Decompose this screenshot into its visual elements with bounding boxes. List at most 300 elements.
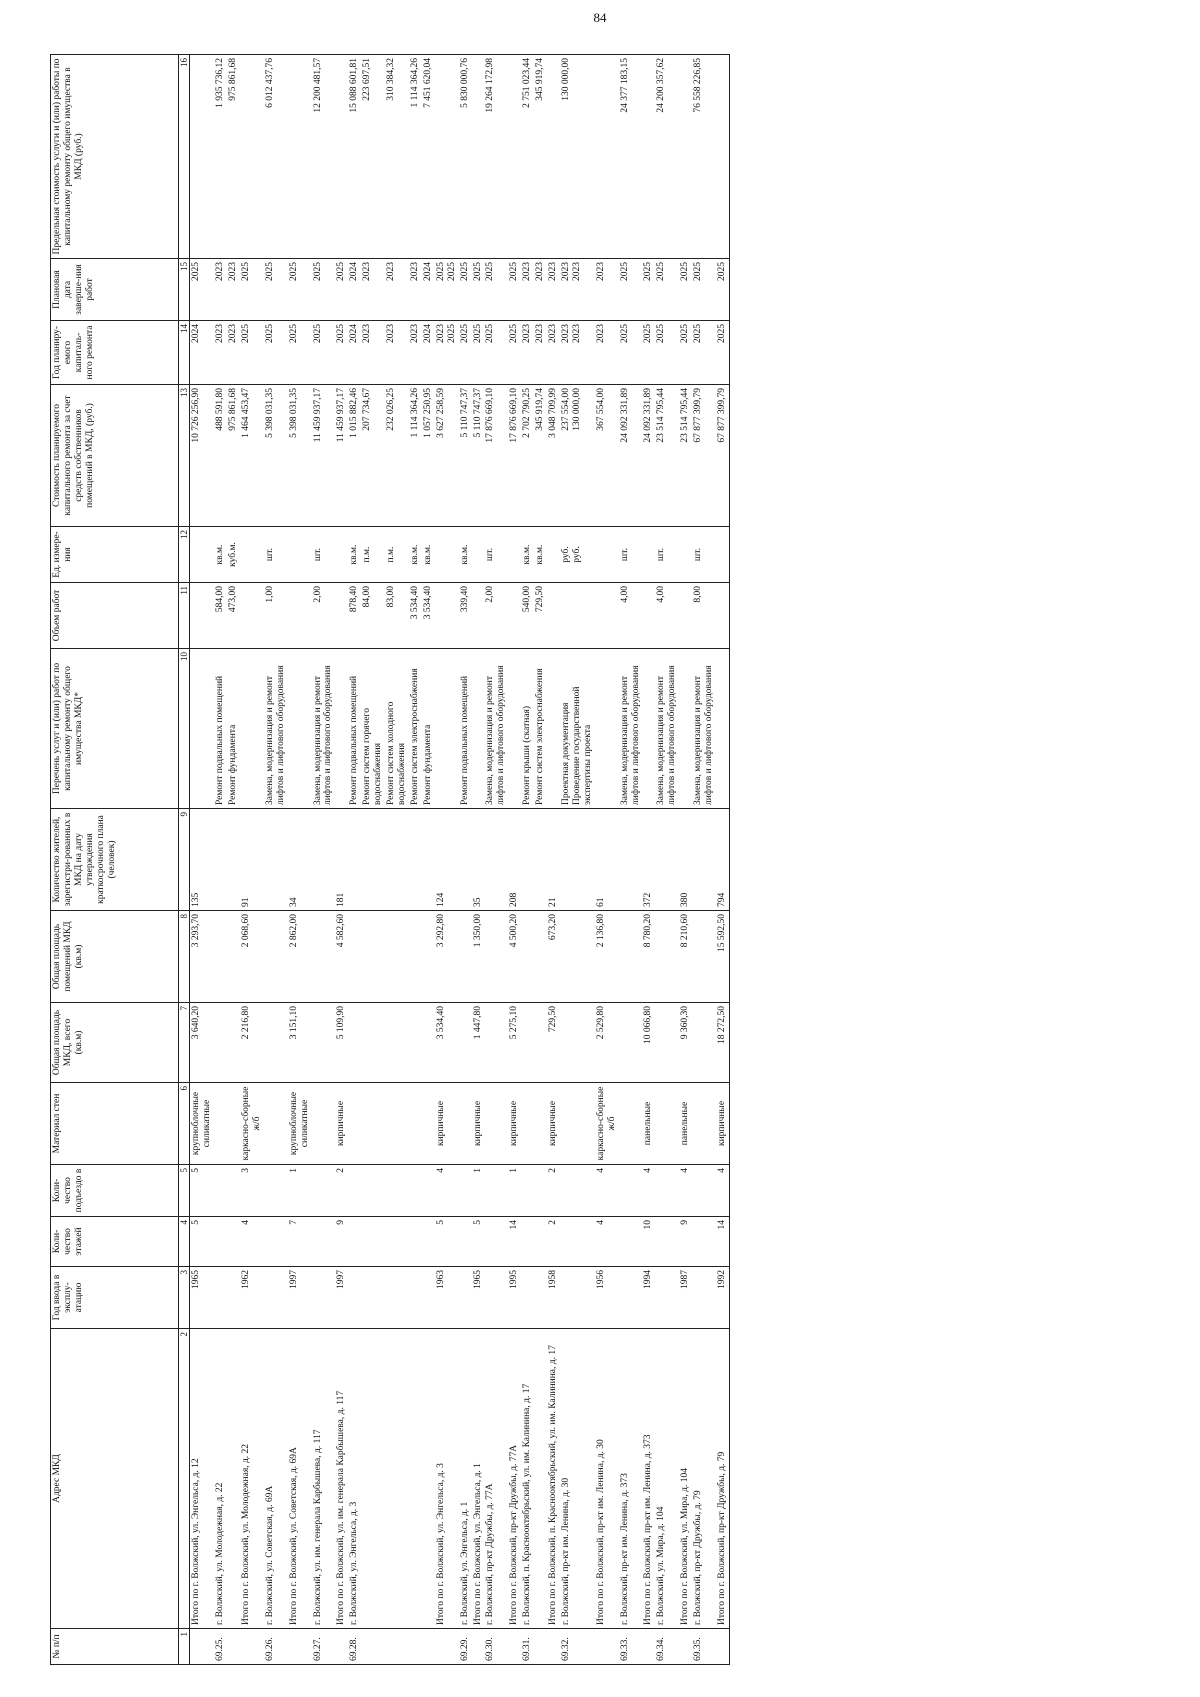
- limit-cost-cell: 2 751 023,44: [521, 55, 534, 259]
- residents-cell: [459, 809, 472, 911]
- year-cell: [534, 1267, 547, 1329]
- end-date-cell: 2023: [534, 259, 547, 321]
- total-area-cell: [560, 1003, 595, 1083]
- limit-cost-cell: [547, 55, 560, 259]
- work-list-cell: Ремонт систем холодного водоснабжения: [385, 649, 409, 809]
- table-row: [348, 55, 361, 1665]
- entrances-cell: 3: [240, 1165, 264, 1217]
- unit-cell: [472, 527, 485, 583]
- year-cell: 1965: [190, 1267, 214, 1329]
- entrances-cell: [534, 1165, 547, 1217]
- floors-cell: [422, 1217, 435, 1267]
- address-cell: Итого по г. Волжский, ул. Энгельса, д. 12: [190, 1329, 214, 1629]
- end-date-cell: 2025: [312, 259, 336, 321]
- entrances-cell: 4: [435, 1165, 459, 1217]
- volume-cell: [547, 583, 560, 649]
- column-header: Стоимость планируемого капитального ремонта за счет средств собственников помещений в МКД, (руб.): [51, 385, 179, 527]
- limit-cost-cell: 24 200 357,62: [655, 55, 679, 259]
- cost-cell: 232 026,25: [385, 385, 409, 527]
- floors-cell: [385, 1217, 409, 1267]
- cost-cell: 1 464 453,47: [240, 385, 264, 527]
- end-date-cell: 2025: [655, 259, 679, 321]
- wall-material-cell: кирпичные: [472, 1083, 485, 1165]
- entrances-cell: [409, 1165, 422, 1217]
- premises-area-cell: 8 780,20: [642, 911, 655, 1003]
- entrances-cell: [264, 1165, 288, 1217]
- row-number: 69.32.: [560, 1629, 595, 1665]
- address-cell: Итого по г. Волжский, ул. Молодежная, д. 22: [240, 1329, 264, 1629]
- entrances-cell: [619, 1165, 643, 1217]
- end-date-cell: 2025: [508, 259, 521, 321]
- volume-cell: 3 534,40: [422, 583, 435, 649]
- floors-cell: 5: [190, 1217, 214, 1267]
- total-area-cell: [619, 1003, 643, 1083]
- cost-cell: 975 861,68: [227, 385, 240, 527]
- premises-area-cell: 3 292,80: [435, 911, 459, 1003]
- work-list-cell: [335, 649, 348, 809]
- unit-cell: п.м.: [361, 527, 385, 583]
- address-cell: Итого по г. Волжский, пр-кт им. Ленина, д. 373: [642, 1329, 655, 1629]
- work-list-cell: Замена, модернизация и ремонт лифтов и лифтового оборудования: [484, 649, 508, 809]
- row-number: [361, 1629, 385, 1665]
- planned-year-cell: 2025: [619, 321, 643, 385]
- limit-cost-cell: 310 384,32: [385, 55, 409, 259]
- volume-cell: [679, 583, 692, 649]
- end-date-cell: 2025 2025: [435, 259, 459, 321]
- cost-cell: 488 591,80: [214, 385, 227, 527]
- total-area-cell: [521, 1003, 534, 1083]
- unit-cell: шт.: [312, 527, 336, 583]
- volume-cell: 878,40: [348, 583, 361, 649]
- total-area-cell: [227, 1003, 240, 1083]
- cost-cell: 24 092 331,89: [642, 385, 655, 527]
- wall-material-cell: кирпичные: [335, 1083, 348, 1165]
- year-cell: [619, 1267, 643, 1329]
- row-number: 69.25.: [214, 1629, 227, 1665]
- planned-year-cell: 2023 2023: [560, 321, 595, 385]
- limit-cost-cell: [472, 55, 485, 259]
- table-row: [508, 55, 521, 1665]
- planned-year-cell: 2023: [595, 321, 619, 385]
- residents-cell: 124: [435, 809, 459, 911]
- premises-area-cell: [534, 911, 547, 1003]
- end-date-cell: 2024: [348, 259, 361, 321]
- residents-cell: [422, 809, 435, 911]
- year-cell: 1987: [679, 1267, 692, 1329]
- residents-cell: 35: [472, 809, 485, 911]
- total-area-cell: [214, 1003, 227, 1083]
- row-number: 69.28.: [348, 1629, 361, 1665]
- year-cell: 1956: [595, 1267, 619, 1329]
- column-header: Ед. измере-ния: [51, 527, 179, 583]
- planned-year-cell: 2023: [534, 321, 547, 385]
- column-number-row: [179, 55, 190, 1665]
- table-body: [190, 55, 730, 1665]
- planned-year-cell: 2024: [190, 321, 214, 385]
- column-number: 4: [179, 1217, 190, 1267]
- row-number: [240, 1629, 264, 1665]
- floors-cell: [521, 1217, 534, 1267]
- wall-material-cell: [409, 1083, 422, 1165]
- residents-cell: [560, 809, 595, 911]
- premises-area-cell: [312, 911, 336, 1003]
- volume-cell: 1,00: [264, 583, 288, 649]
- year-cell: [692, 1267, 716, 1329]
- total-area-cell: 2 216,80: [240, 1003, 264, 1083]
- column-header: Объем работ: [51, 583, 179, 649]
- unit-cell: п.м.: [385, 527, 409, 583]
- end-date-cell: 2023: [521, 259, 534, 321]
- year-cell: [521, 1267, 534, 1329]
- column-header: Год планиру-емого капиталь-ного ремонта: [51, 321, 179, 385]
- table-row: [472, 55, 485, 1665]
- cost-cell: 5 398 031,35: [264, 385, 288, 527]
- floors-cell: 9: [679, 1217, 692, 1267]
- wall-material-cell: кирпичные: [435, 1083, 459, 1165]
- floors-cell: [227, 1217, 240, 1267]
- table-row: [642, 55, 655, 1665]
- table-row: [409, 55, 422, 1665]
- column-header: Плановая дата заверше-ния работ: [51, 259, 179, 321]
- total-area-cell: [459, 1003, 472, 1083]
- table-row: [655, 55, 679, 1665]
- wall-material-cell: [227, 1083, 240, 1165]
- column-header: Адрес МКД: [51, 1329, 179, 1629]
- floors-cell: 4: [240, 1217, 264, 1267]
- planned-year-cell: 2025: [288, 321, 312, 385]
- year-cell: [459, 1267, 472, 1329]
- table-row: [679, 55, 692, 1665]
- end-date-cell: 2023: [385, 259, 409, 321]
- premises-area-cell: 4 582,60: [335, 911, 348, 1003]
- volume-cell: 4,00: [619, 583, 643, 649]
- total-area-cell: 10 066,80: [642, 1003, 655, 1083]
- unit-cell: шт.: [655, 527, 679, 583]
- end-date-cell: 2023: [595, 259, 619, 321]
- limit-cost-cell: 15 088 601,81: [348, 55, 361, 259]
- planned-year-cell: 2025: [312, 321, 336, 385]
- address-cell: Итого по г. Волжский, пр-кт Дружбы, д. 77А: [508, 1329, 521, 1629]
- floors-cell: 14: [716, 1217, 729, 1267]
- work-list-cell: [679, 649, 692, 809]
- planned-year-cell: 2025: [655, 321, 679, 385]
- unit-cell: кв.м.: [521, 527, 534, 583]
- wall-material-cell: [534, 1083, 547, 1165]
- work-list-cell: Замена, модернизация и ремонт лифтов и лифтового оборудования: [264, 649, 288, 809]
- entrances-cell: 5: [190, 1165, 214, 1217]
- wall-material-cell: крупноблочные силикатные: [288, 1083, 312, 1165]
- unit-cell: [642, 527, 655, 583]
- work-list-cell: Замена, модернизация и ремонт лифтов и лифтового оборудования: [655, 649, 679, 809]
- table-row: [214, 55, 227, 1665]
- year-cell: [409, 1267, 422, 1329]
- row-number: [335, 1629, 348, 1665]
- floors-cell: [214, 1217, 227, 1267]
- planned-year-cell: 2023: [547, 321, 560, 385]
- wall-material-cell: панельные: [642, 1083, 655, 1165]
- column-number: 2: [179, 1329, 190, 1629]
- address-cell: Итого по г. Волжский, пр-кт Дружбы, д. 79: [716, 1329, 729, 1629]
- residents-cell: 372: [642, 809, 655, 911]
- premises-area-cell: [264, 911, 288, 1003]
- limit-cost-cell: 5 830 000,76: [459, 55, 472, 259]
- row-number: 69.27.: [312, 1629, 336, 1665]
- table-row: [534, 55, 547, 1665]
- column-header: Коли-чество подъездо в: [51, 1165, 179, 1217]
- premises-area-cell: [619, 911, 643, 1003]
- row-number: 69.29.: [459, 1629, 472, 1665]
- wall-material-cell: [692, 1083, 716, 1165]
- planned-year-cell: 2024: [348, 321, 361, 385]
- year-cell: [655, 1267, 679, 1329]
- end-date-cell: 2025: [288, 259, 312, 321]
- premises-area-cell: 2 862,00: [288, 911, 312, 1003]
- entrances-cell: [692, 1165, 716, 1217]
- end-date-cell: 2023: [214, 259, 227, 321]
- column-number: 3: [179, 1267, 190, 1329]
- floors-cell: [655, 1217, 679, 1267]
- residents-cell: 135: [190, 809, 214, 911]
- unit-cell: шт.: [484, 527, 508, 583]
- total-area-cell: [312, 1003, 336, 1083]
- unit-cell: [435, 527, 459, 583]
- row-number: 69.35.: [692, 1629, 716, 1665]
- row-number: [422, 1629, 435, 1665]
- planned-year-cell: 2023 2025: [435, 321, 459, 385]
- unit-cell: шт.: [692, 527, 716, 583]
- unit-cell: кв.м.: [422, 527, 435, 583]
- column-number: 7: [179, 1003, 190, 1083]
- planned-year-cell: 2025: [484, 321, 508, 385]
- column-number: 11: [179, 583, 190, 649]
- address-cell: г. Волжский, ул. им. генерала Карбышева, д. 117: [312, 1329, 336, 1629]
- row-number: [508, 1629, 521, 1665]
- address-cell: г. Волжский, ул. Энгельса, д. 3: [348, 1329, 361, 1629]
- premises-area-cell: [361, 911, 385, 1003]
- year-cell: [560, 1267, 595, 1329]
- planned-year-cell: 2023: [361, 321, 385, 385]
- unit-cell: [240, 527, 264, 583]
- unit-cell: руб. руб.: [560, 527, 595, 583]
- table-row: [484, 55, 508, 1665]
- floors-cell: [560, 1217, 595, 1267]
- address-cell: г. Волжский, пр-кт им. Ленина, д. 373: [619, 1329, 643, 1629]
- limit-cost-cell: [240, 55, 264, 259]
- total-area-cell: 5 275,10: [508, 1003, 521, 1083]
- entrances-cell: 4: [716, 1165, 729, 1217]
- residents-cell: 21: [547, 809, 560, 911]
- end-date-cell: 2025: [619, 259, 643, 321]
- wall-material-cell: [655, 1083, 679, 1165]
- table-row: [595, 55, 619, 1665]
- year-cell: [227, 1267, 240, 1329]
- table-row: [312, 55, 336, 1665]
- total-area-cell: [361, 1003, 385, 1083]
- table-row: [288, 55, 312, 1665]
- residents-cell: 208: [508, 809, 521, 911]
- work-list-cell: [642, 649, 655, 809]
- address-cell: [385, 1329, 409, 1629]
- work-list-cell: Ремонт подвальных помещений: [459, 649, 472, 809]
- premises-area-cell: 4 500,20: [508, 911, 521, 1003]
- volume-cell: [560, 583, 595, 649]
- planned-year-cell: 2025: [472, 321, 485, 385]
- entrances-cell: 4: [679, 1165, 692, 1217]
- row-number: [472, 1629, 485, 1665]
- residents-cell: [655, 809, 679, 911]
- address-cell: Итого по г. Волжский, п. Краснооктябрьский, ул. им. Калинина, д. 17: [547, 1329, 560, 1629]
- column-header: Материал стен: [51, 1083, 179, 1165]
- residents-cell: [264, 809, 288, 911]
- premises-area-cell: [227, 911, 240, 1003]
- table-row: [716, 55, 729, 1665]
- end-date-cell: 2025: [335, 259, 348, 321]
- limit-cost-cell: [190, 55, 214, 259]
- total-area-cell: [692, 1003, 716, 1083]
- residents-cell: [692, 809, 716, 911]
- unit-cell: [595, 527, 619, 583]
- entrances-cell: [312, 1165, 336, 1217]
- year-cell: 1965: [472, 1267, 485, 1329]
- volume-cell: [642, 583, 655, 649]
- wall-material-cell: кирпичные: [716, 1083, 729, 1165]
- table-header: [51, 55, 190, 1665]
- unit-cell: [335, 527, 348, 583]
- total-area-cell: [484, 1003, 508, 1083]
- work-list-cell: [595, 649, 619, 809]
- volume-cell: 8,00: [692, 583, 716, 649]
- unit-cell: кв.м.: [214, 527, 227, 583]
- work-list-cell: Проектная документация Проведение государственной экспертизы проекта: [560, 649, 595, 809]
- residents-cell: [214, 809, 227, 911]
- cost-cell: 237 554,00 130 000,00: [560, 385, 595, 527]
- floors-cell: 5: [435, 1217, 459, 1267]
- residents-cell: [534, 809, 547, 911]
- address-cell: Итого по г. Волжский, ул. Мира, д. 104: [679, 1329, 692, 1629]
- planned-year-cell: 2025: [508, 321, 521, 385]
- entrances-cell: 4: [642, 1165, 655, 1217]
- year-cell: [422, 1267, 435, 1329]
- year-cell: 1992: [716, 1267, 729, 1329]
- work-list-cell: [190, 649, 214, 809]
- premises-area-cell: [484, 911, 508, 1003]
- column-header: № п/п: [51, 1629, 179, 1665]
- planned-year-cell: 2025: [459, 321, 472, 385]
- row-number: [227, 1629, 240, 1665]
- entrances-cell: [484, 1165, 508, 1217]
- address-cell: г. Волжский, ул. Советская, д. 69А: [264, 1329, 288, 1629]
- cost-cell: 2 702 790,25: [521, 385, 534, 527]
- limit-cost-cell: 345 919,74: [534, 55, 547, 259]
- cost-cell: 67 877 399,79: [716, 385, 729, 527]
- entrances-cell: [521, 1165, 534, 1217]
- total-area-cell: 3 534,40: [435, 1003, 459, 1083]
- cost-cell: 207 734,67: [361, 385, 385, 527]
- wall-material-cell: [312, 1083, 336, 1165]
- column-number: 14: [179, 321, 190, 385]
- row-number: [642, 1629, 655, 1665]
- entrances-cell: 4: [595, 1165, 619, 1217]
- total-area-cell: 5 109,90: [335, 1003, 348, 1083]
- work-list-cell: Замена, модернизация и ремонт лифтов и лифтового оборудования: [312, 649, 336, 809]
- floors-cell: [361, 1217, 385, 1267]
- column-header: Коли-чество этажей: [51, 1217, 179, 1267]
- volume-cell: [472, 583, 485, 649]
- column-number: 9: [179, 809, 190, 911]
- cost-cell: 367 554,00: [595, 385, 619, 527]
- limit-cost-cell: 6 012 437,76: [264, 55, 288, 259]
- year-cell: 1997: [335, 1267, 348, 1329]
- work-list-cell: [288, 649, 312, 809]
- work-list-cell: [716, 649, 729, 809]
- column-number: 13: [179, 385, 190, 527]
- residents-cell: 61: [595, 809, 619, 911]
- total-area-cell: [264, 1003, 288, 1083]
- unit-cell: [716, 527, 729, 583]
- row-number: [679, 1629, 692, 1665]
- address-cell: [361, 1329, 385, 1629]
- column-header: Общая площадь помещений МКД (кв.м): [51, 911, 179, 1003]
- wall-material-cell: [361, 1083, 385, 1165]
- address-cell: г. Волжский, ул. Молодежная, д. 22: [214, 1329, 227, 1629]
- premises-area-cell: [459, 911, 472, 1003]
- column-number: 5: [179, 1165, 190, 1217]
- cost-cell: 11 459 937,17: [312, 385, 336, 527]
- total-area-cell: [655, 1003, 679, 1083]
- floors-cell: [619, 1217, 643, 1267]
- end-date-cell: 2023 2023: [560, 259, 595, 321]
- year-cell: [484, 1267, 508, 1329]
- volume-cell: [288, 583, 312, 649]
- cost-cell: 24 092 331,89: [619, 385, 643, 527]
- cost-cell: 1 114 364,26: [409, 385, 422, 527]
- row-number: [595, 1629, 619, 1665]
- column-number: 10: [179, 649, 190, 809]
- end-date-cell: 2025: [472, 259, 485, 321]
- year-cell: 1995: [508, 1267, 521, 1329]
- unit-cell: [679, 527, 692, 583]
- volume-cell: 2,00: [484, 583, 508, 649]
- address-cell: [409, 1329, 422, 1629]
- table-row: [385, 55, 409, 1665]
- year-cell: [348, 1267, 361, 1329]
- volume-cell: [240, 583, 264, 649]
- row-number: [716, 1629, 729, 1665]
- year-cell: 1994: [642, 1267, 655, 1329]
- planned-year-cell: 2023: [227, 321, 240, 385]
- wall-material-cell: [385, 1083, 409, 1165]
- address-cell: Итого по г. Волжский, ул. им. генерала Карбышева, д. 117: [335, 1329, 348, 1629]
- end-date-cell: 2025: [642, 259, 655, 321]
- floors-cell: 9: [335, 1217, 348, 1267]
- year-cell: 1962: [240, 1267, 264, 1329]
- limit-cost-cell: [335, 55, 348, 259]
- floors-cell: [348, 1217, 361, 1267]
- total-area-cell: 1 447,80: [472, 1003, 485, 1083]
- limit-cost-cell: 12 200 481,57: [312, 55, 336, 259]
- floors-cell: 2: [547, 1217, 560, 1267]
- planned-year-cell: 2025: [716, 321, 729, 385]
- limit-cost-cell: [595, 55, 619, 259]
- wall-material-cell: [348, 1083, 361, 1165]
- cost-cell: 11 459 937,17: [335, 385, 348, 527]
- entrances-cell: [227, 1165, 240, 1217]
- table-row: [361, 55, 385, 1665]
- volume-cell: 339,40: [459, 583, 472, 649]
- total-area-cell: [534, 1003, 547, 1083]
- wall-material-cell: [214, 1083, 227, 1165]
- row-number: 69.31.: [521, 1629, 534, 1665]
